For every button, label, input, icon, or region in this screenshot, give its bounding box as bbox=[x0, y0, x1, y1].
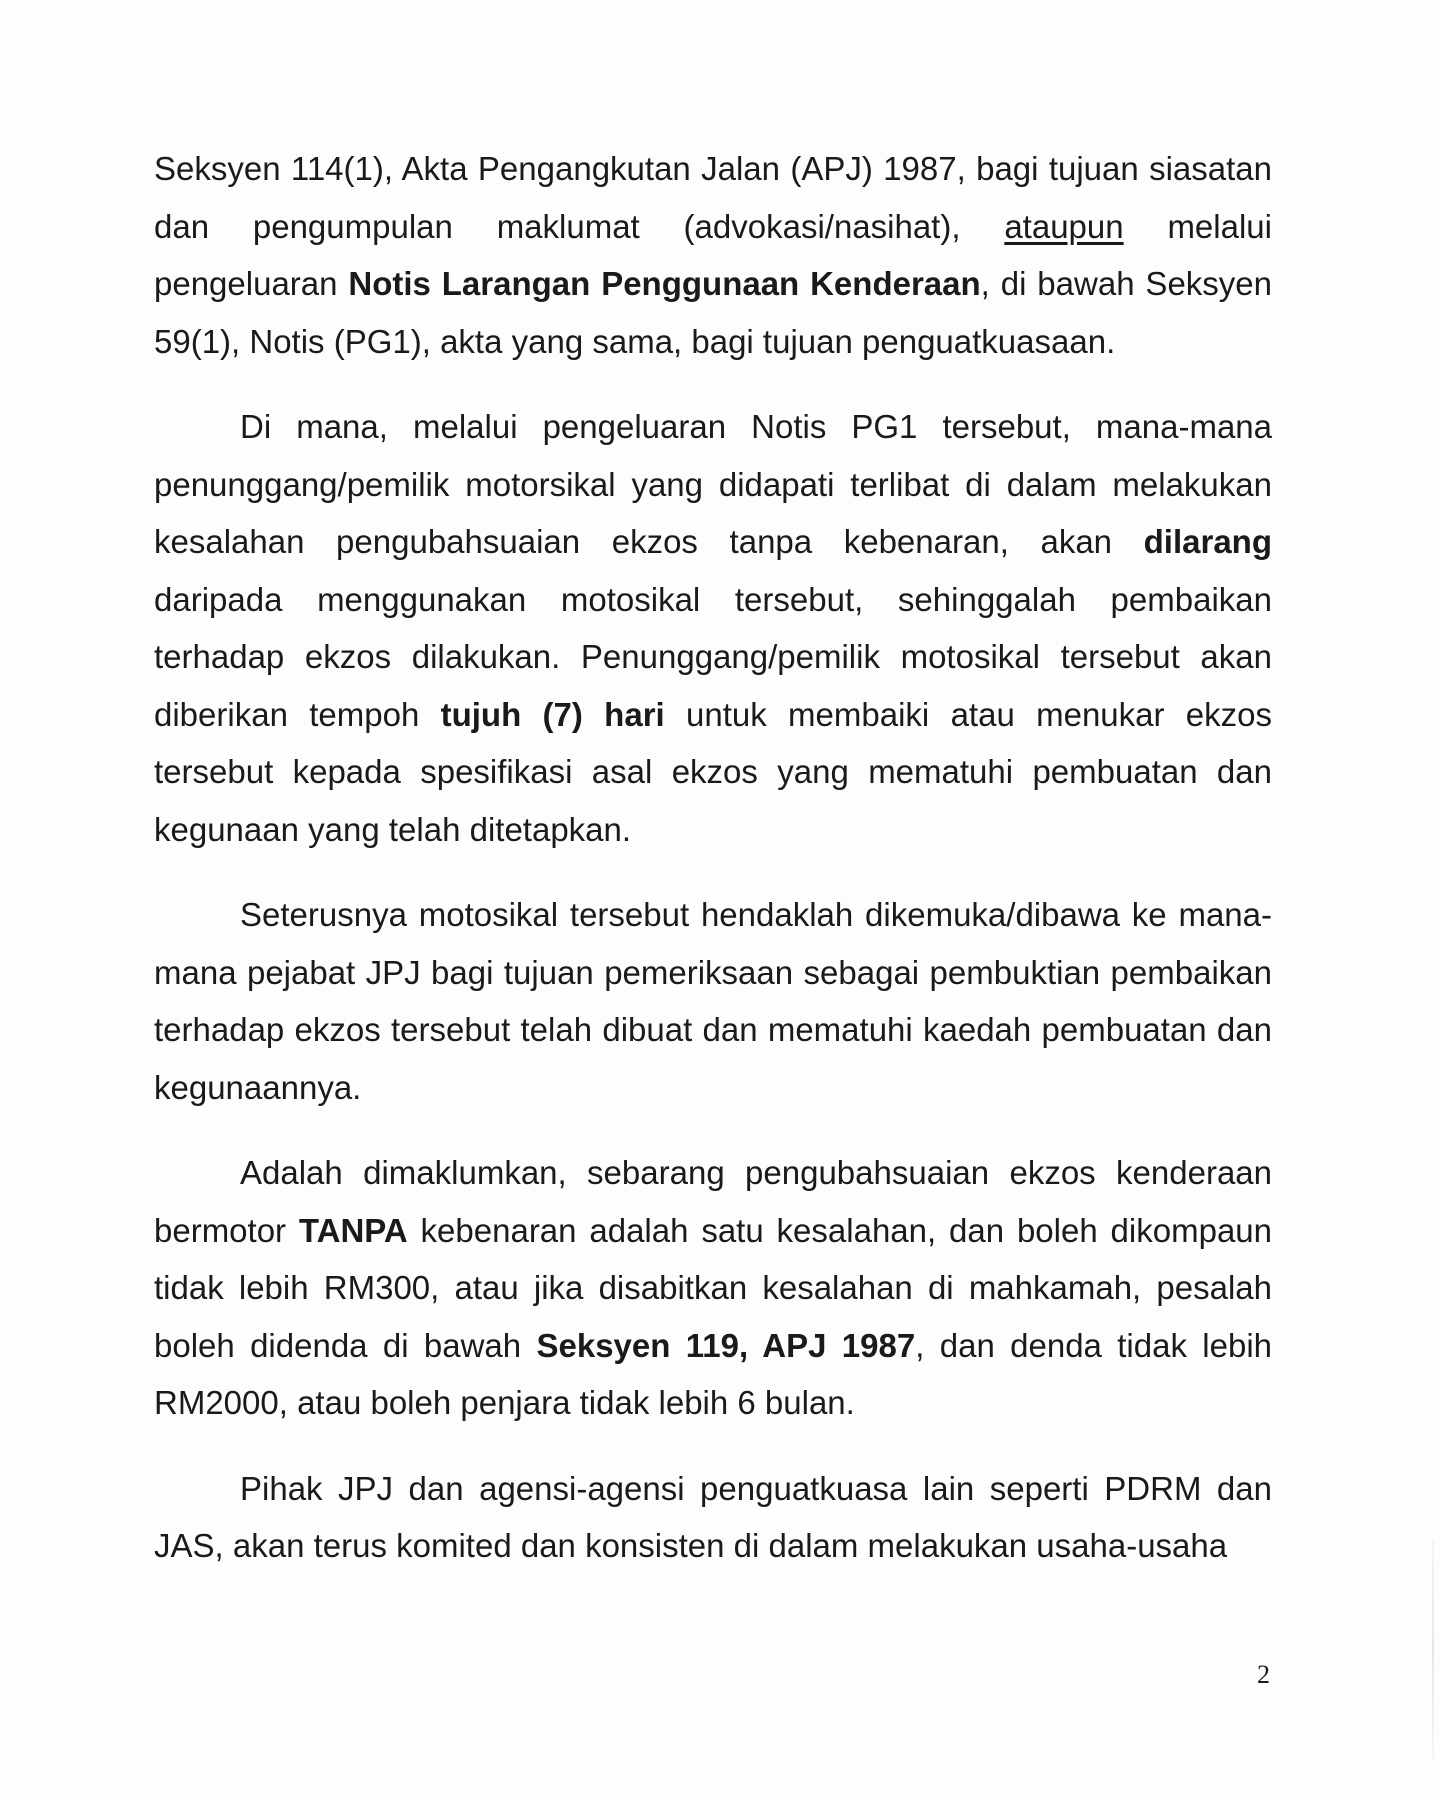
paragraph-4 bbox=[154, 1144, 1272, 1432]
text-run: Pihak JPJ dan agensi-agensi penguatkuasa lain seperti PDRM dan JAS, akan terus komited dan konsisten di dalam melakukan usaha-usaha bbox=[154, 1469, 1272, 1564]
paragraph-1 bbox=[154, 140, 1272, 370]
text-run: Seterusnya motosikal tersebut hendaklah dikemuka/dibawa ke mana-mana pejabat JPJ bagi tujuan pemeriksaan sebagai pembuktian pembaikan terhadap ekzos tersebut telah dibuat dan mematuhi kaedah pembuatan dan kegunaannya. bbox=[154, 896, 1272, 1106]
page-number: 2 bbox=[1257, 1660, 1270, 1689]
document-body bbox=[154, 140, 1272, 1575]
text-run: , di bawah Seksyen 59(1), Notis (PG1), akta yang sama, bagi tujuan penguatkuasaan. bbox=[154, 265, 1272, 360]
text-run: Di mana, melalui pengeluaran Notis PG1 tersebut, mana-mana penunggang/pemilik motorsikal yang didapati terlibat di dalam melakukan kesalahan pengubahsuaian ekzos tanpa kebenaran, akan bbox=[154, 408, 1272, 560]
text-run: untuk membaiki atau menukar ekzos tersebut kepada spesifikasi asal ekzos yang mematuhi pembuatan dan kegunaan yang telah ditetapkan. bbox=[154, 695, 1272, 848]
scan-edge-artifact bbox=[1432, 1540, 1434, 1760]
paragraph-5 bbox=[154, 1460, 1272, 1575]
text-run: Adalah dimaklumkan, sebarang pengubahsuaian ekzos kenderaan bermotor bbox=[154, 1154, 1272, 1249]
text-run: Seksyen 114(1), Akta Pengangkutan Jalan (APJ) 1987, bagi tujuan siasatan dan pengumpulan maklumat (advokasi/nasihat), bbox=[154, 150, 1272, 245]
paragraph-3 bbox=[154, 886, 1272, 1116]
bold-text: dilarang bbox=[1143, 523, 1272, 560]
text-run: melalui pengeluaran bbox=[154, 207, 1272, 302]
text-run: daripada menggunakan motosikal tersebut, sehinggalah pembaikan terhadap ekzos dilakukan. Penunggang/pemilik motosikal tersebut akan diberikan tempoh bbox=[154, 580, 1272, 733]
bold-text: Notis Larangan Penggunaan Kenderaan bbox=[348, 265, 981, 302]
paragraph-2 bbox=[154, 398, 1272, 858]
underlined-text: ataupun bbox=[1004, 207, 1124, 245]
bold-text: Seksyen 119, APJ 1987 bbox=[536, 1326, 916, 1364]
bold-text: tujuh (7) hari bbox=[440, 695, 665, 733]
text-run: , dan denda tidak lebih RM2000, atau boleh penjara tidak lebih 6 bulan. bbox=[154, 1326, 1273, 1421]
bold-text: TANPA bbox=[298, 1211, 408, 1249]
text-run: kebenaran adalah satu kesalahan, dan boleh dikompaun tidak lebih RM300, atau jika disabitkan kesalahan di mahkamah, pesalah boleh didenda di bawah bbox=[154, 1211, 1272, 1364]
